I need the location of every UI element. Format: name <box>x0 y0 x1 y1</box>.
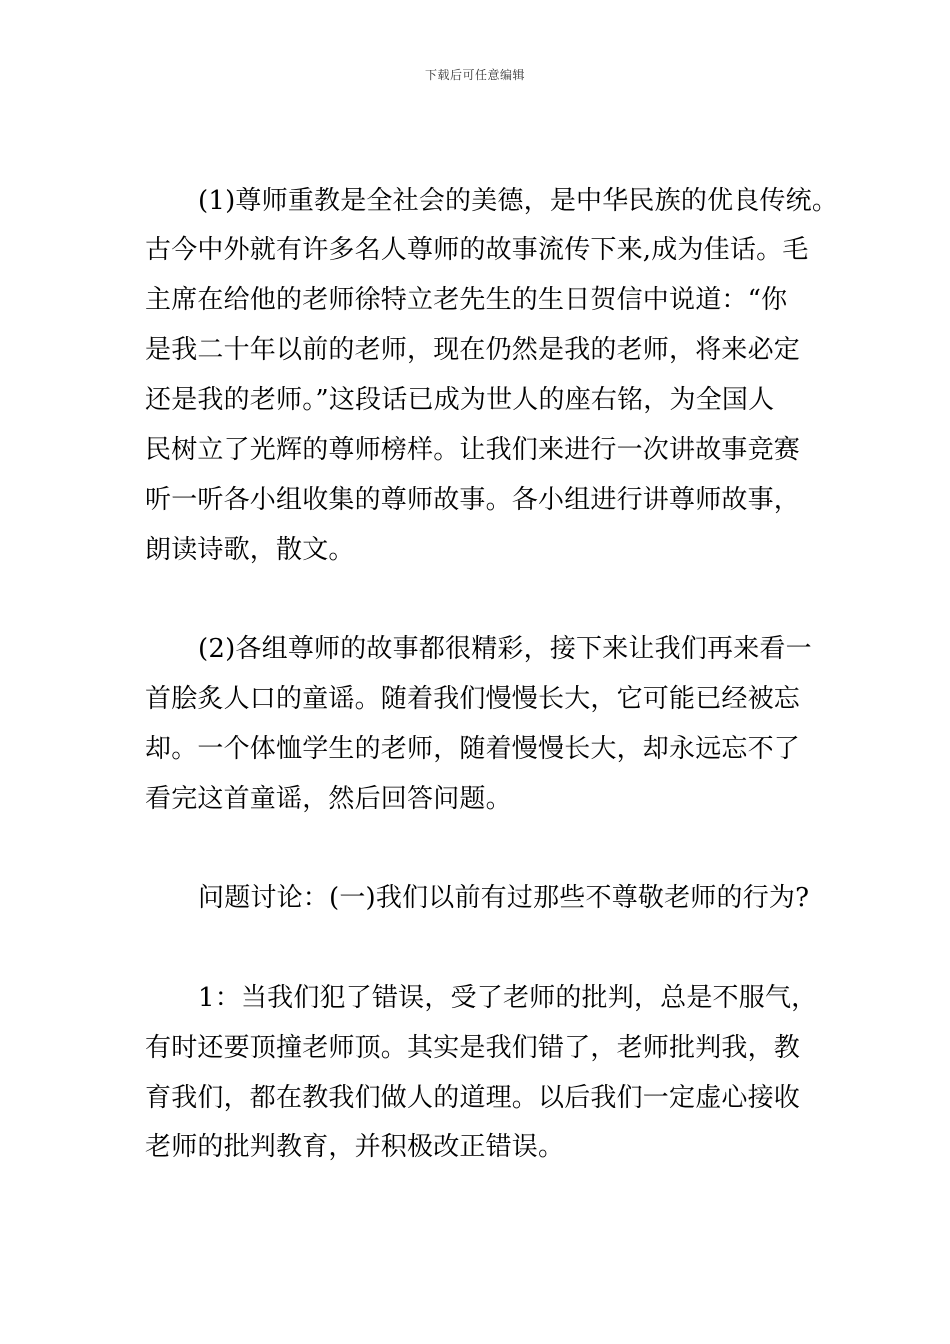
paragraph-1-line-7: 听一听各小组收集的尊师故事。各小组进行讲尊师故事， <box>145 485 801 515</box>
answer-1-line-4: 老师的批判教育，并积极改正错误。 <box>145 1132 565 1162</box>
paragraph-1-line-6: 民树立了光辉的尊师榜样。让我们来进行一次讲故事竞赛 <box>145 435 801 465</box>
paragraph-1-line-3: 主席在给他的老师徐特立老先生的生日贺信中说道：“你 <box>145 285 788 315</box>
page-header-note: 下载后可任意编辑 <box>424 68 525 82</box>
answer-1-line-2: 有时还要顶撞老师顶。其实是我们错了，老师批判我，教 <box>145 1033 801 1063</box>
paragraph-1-line-2: 古今中外就有许多名人尊师的故事流传下来,成为佳话。毛 <box>145 235 809 265</box>
answer-1-line-1: 1：当我们犯了错误，受了老师的批判，总是不服气， <box>198 983 818 1013</box>
answer-1-line-3: 育我们，都在教我们做人的道理。以后我们一定虚心接收 <box>145 1083 801 1113</box>
paragraph-2-line-3: 却。一个体恤学生的老师，随着慢慢长大，却永远忘不了 <box>145 734 801 764</box>
discussion-question: 问题讨论：(一)我们以前有过那些不尊敬老师的行为? <box>198 883 810 913</box>
paragraph-1-line-5: 还是我的老师。”这段话已成为世人的座右铭，为全国人 <box>145 385 775 415</box>
paragraph-1-line-8: 朗读诗歌，散文。 <box>145 535 355 565</box>
paragraph-1-line-1: (1)尊师重教是全社会的美德，是中华民族的优良传统。 <box>198 186 839 216</box>
paragraph-1-line-4: 是我二十年以前的老师，现在仍然是我的老师，将来必定 <box>145 335 801 365</box>
paragraph-2-line-2: 首脍炙人口的童谣。随着我们慢慢长大，它可能已经被忘 <box>145 684 801 714</box>
paragraph-2-line-4: 看完这首童谣，然后回答问题。 <box>145 784 512 814</box>
paragraph-2-line-1: (2)各组尊师的故事都很精彩，接下来让我们再来看一 <box>198 634 812 664</box>
